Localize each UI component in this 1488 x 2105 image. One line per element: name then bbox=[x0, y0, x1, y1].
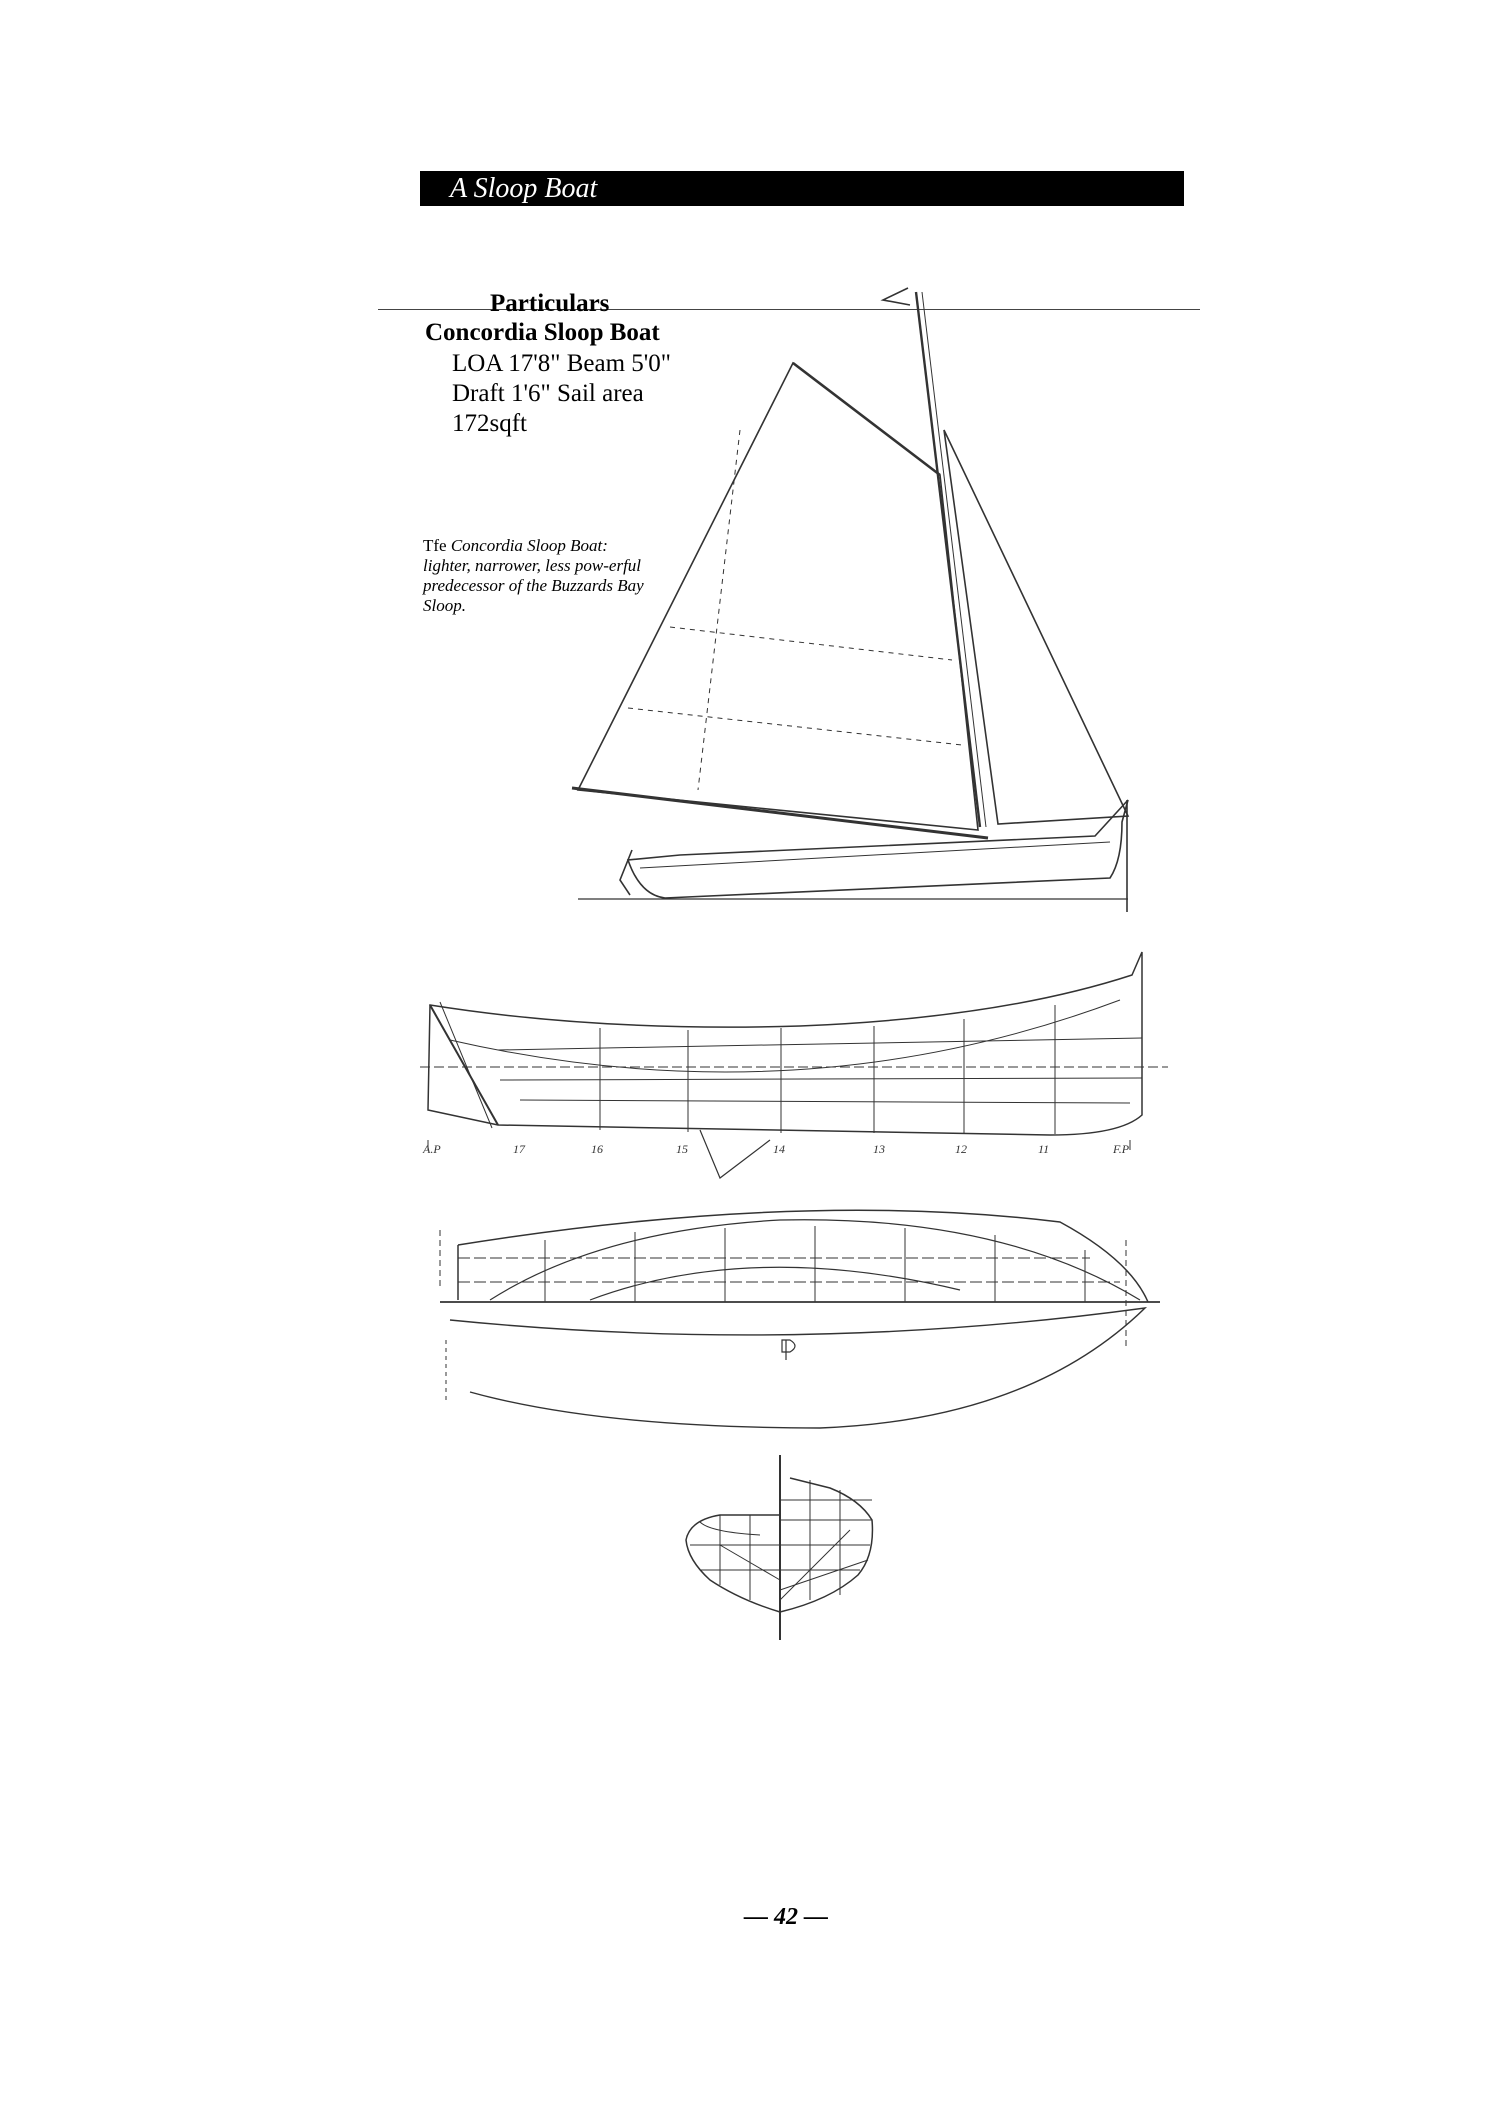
boat-name: Concordia Sloop Boat bbox=[425, 319, 660, 346]
station-label-ap: A.P bbox=[423, 1142, 441, 1156]
station-labels bbox=[422, 1142, 1130, 1156]
page-number: — 42 — bbox=[744, 1904, 828, 1930]
station-label-13: 13 bbox=[873, 1142, 885, 1156]
station-label-fp: F.P bbox=[1113, 1142, 1130, 1156]
sail-plan-drawing bbox=[572, 288, 1128, 912]
station-label-17: 17 bbox=[513, 1142, 525, 1156]
station-label-15: 15 bbox=[676, 1142, 688, 1156]
caption-italic: Concordia Sloop Boat: lighter, narrower, less pow-erful predecessor of the Buzzards Bay Sloop. bbox=[423, 536, 644, 615]
lines-profile-drawing bbox=[420, 952, 1168, 1178]
station-label-12: 12 bbox=[955, 1142, 967, 1156]
body-plan-drawing bbox=[686, 1455, 872, 1640]
half-breadth-drawing bbox=[440, 1210, 1160, 1428]
page-title: A Sloop Boat bbox=[450, 173, 598, 204]
specifications: LOA 17'8" Beam 5'0" Draft 1'6" Sail area 172sqft bbox=[452, 350, 671, 437]
station-label-11: 11 bbox=[1038, 1142, 1050, 1156]
station-label-16: 16 bbox=[591, 1142, 603, 1156]
station-label-14: 14 bbox=[773, 1142, 785, 1156]
caption-lead: Tfe bbox=[423, 536, 451, 555]
particulars-heading: Particulars bbox=[490, 290, 610, 317]
